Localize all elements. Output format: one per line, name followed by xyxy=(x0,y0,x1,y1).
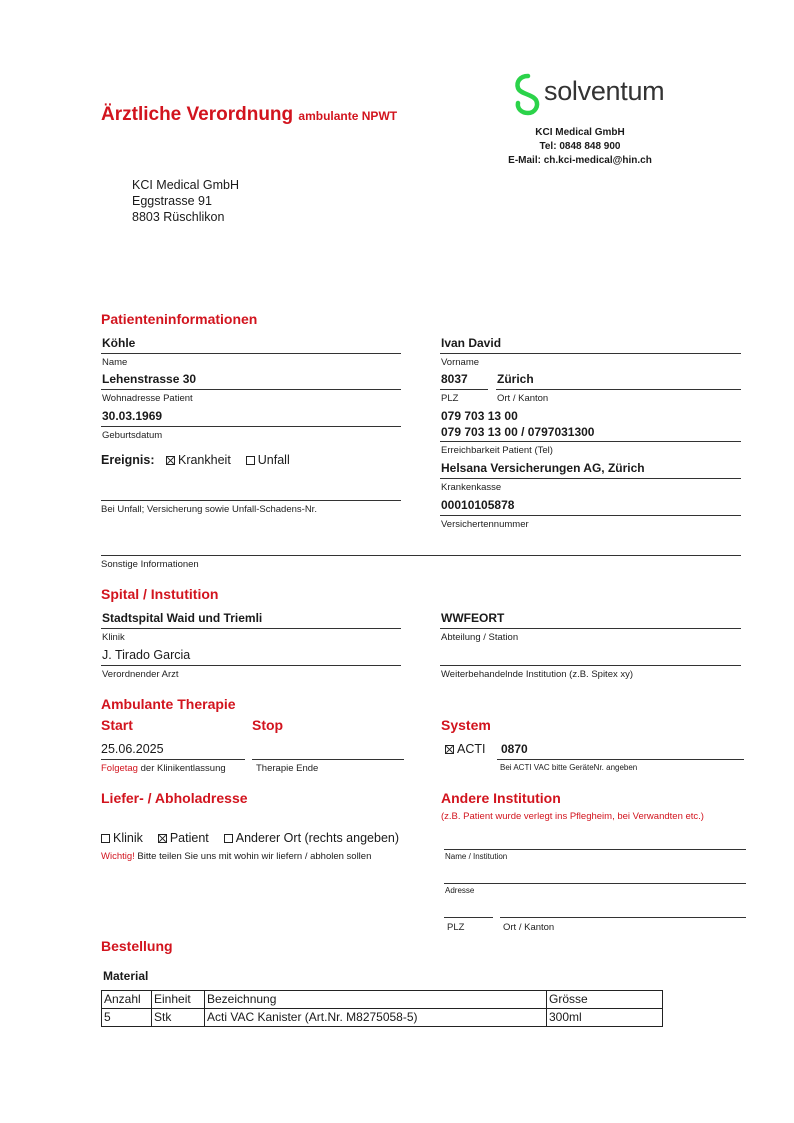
therapy-start-label xyxy=(101,763,226,774)
col-bezeichnung: Bezeichnung xyxy=(205,991,547,1009)
therapy-system-heading: System xyxy=(441,717,491,733)
col-einheit: Einheit xyxy=(152,991,205,1009)
patient-insurance[interactable]: Helsana Versicherungen AG, Zürich xyxy=(441,461,645,475)
title-main: Ärztliche Verordnung xyxy=(101,104,294,125)
col-anzahl: Anzahl xyxy=(102,991,152,1009)
patient-birthdate[interactable]: 30.03.1969 xyxy=(102,409,163,423)
delivery-options xyxy=(101,831,399,845)
row-groesse[interactable]: 300ml xyxy=(547,1009,663,1027)
other-institution-address-label: Adresse xyxy=(445,886,475,895)
patient-name[interactable]: Köhle xyxy=(102,336,136,350)
system-option xyxy=(445,742,485,756)
therapy-stop-heading: Stop xyxy=(252,717,284,733)
other-institution-note: (z.B. Patient wurde verlegt ins Pflegheim, bei Verwandten etc.) xyxy=(441,811,704,822)
hospital-department[interactable]: WWFEORT xyxy=(441,611,505,625)
patient-birthdate-label: Geburtsdatum xyxy=(102,430,163,441)
delivery-note-red: Wichtig! xyxy=(101,851,135,862)
patient-address-label: Wohnadresse Patient xyxy=(102,393,193,404)
system-acti-label: ACTI xyxy=(457,742,486,756)
delivery-patient-label: Patient xyxy=(169,831,209,845)
hospital-section-heading: Spital / Instutition xyxy=(101,586,219,602)
contact-email: E-Mail: ch.kci-medical@hin.ch xyxy=(508,155,652,166)
recipient-city: 8803 Rüschlikon xyxy=(132,210,225,224)
logo-wordmark: solventum xyxy=(544,76,665,106)
hospital-clinic[interactable]: Stadtspital Waid und Triemli xyxy=(102,611,263,625)
other-institution-city-label: Ort / Kanton xyxy=(503,922,555,933)
unfall-insurance-label: Bei Unfall; Versicherung sowie Unfall-Schadens-Nr. xyxy=(101,504,317,515)
delivery-other-checkbox[interactable] xyxy=(224,834,233,843)
patient-plz-label: PLZ xyxy=(441,393,459,404)
solventum-logo xyxy=(508,70,688,118)
delivery-klinik-label: Klinik xyxy=(113,831,143,845)
row-bezeichnung[interactable]: Acti VAC Kanister (Art.Nr. M8275058-5) xyxy=(205,1009,547,1027)
system-acti-checkbox[interactable] xyxy=(445,745,454,754)
material-table xyxy=(101,990,663,1027)
hospital-department-label: Abteilung / Station xyxy=(441,632,519,643)
event-krankheit-label: Krankheit xyxy=(177,453,231,467)
row-einheit[interactable]: Stk xyxy=(152,1009,205,1027)
patient-phone-label: Erreichbarkeit Patient (Tel) xyxy=(441,445,553,456)
patient-firstname[interactable]: Ivan David xyxy=(441,336,502,350)
contact-block xyxy=(480,126,680,168)
patient-plz[interactable]: 8037 xyxy=(441,372,468,386)
therapy-start-heading: Start xyxy=(101,717,133,733)
contact-phone: Tel: 0848 848 900 xyxy=(539,141,621,152)
delivery-section-heading: Liefer- / Abholadresse xyxy=(101,790,248,806)
therapy-start-label-red: Folgetag xyxy=(101,763,138,774)
delivery-patient-checkbox[interactable] xyxy=(158,834,167,843)
hospital-doctor[interactable]: J. Tirado Garcia xyxy=(102,648,191,662)
delivery-note-rest: Bitte teilen Sie uns mit wohin wir liefern / abholen sollen xyxy=(134,851,372,862)
event-label: Ereignis: xyxy=(101,453,155,467)
patient-city[interactable]: Zürich xyxy=(497,372,534,386)
patient-phone-2[interactable]: 079 703 13 00 / 0797031300 xyxy=(441,425,595,439)
therapy-start-date[interactable]: 25.06.2025 xyxy=(101,742,164,756)
delivery-klinik-checkbox[interactable] xyxy=(101,834,110,843)
delivery-other-label: Anderer Ort (rechts angeben) xyxy=(235,831,400,845)
title-subtitle: ambulante NPWT xyxy=(298,109,398,123)
recipient-name: KCI Medical GmbH xyxy=(132,178,239,192)
patient-insured-number[interactable]: 00010105878 xyxy=(441,498,515,512)
system-note: Bei ACTI VAC bitte GeräteNr. angeben xyxy=(500,763,638,772)
patient-insurance-label: Krankenkasse xyxy=(441,482,502,493)
therapy-stop-label: Therapie Ende xyxy=(256,763,319,774)
patient-phone-1[interactable]: 079 703 13 00 xyxy=(441,409,518,423)
solventum-logo-icon xyxy=(508,70,548,118)
document-title xyxy=(101,104,397,126)
patient-insured-number-label: Versichertennummer xyxy=(441,519,529,530)
order-section-heading: Bestellung xyxy=(101,938,173,954)
contact-company: KCI Medical GmbH xyxy=(535,127,625,138)
hospital-doctor-label: Verordnender Arzt xyxy=(102,669,179,680)
hospital-clinic-label: Klinik xyxy=(102,632,125,643)
col-groesse: Grösse xyxy=(547,991,663,1009)
other-institution-name-label: Name / Institution xyxy=(445,852,508,861)
other-info-label: Sonstige Informationen xyxy=(101,559,199,570)
patient-name-label: Name xyxy=(102,357,128,368)
patient-section-heading: Patienteninformationen xyxy=(101,311,258,327)
event-unfall-checkbox[interactable] xyxy=(246,456,255,465)
recipient-address xyxy=(132,177,239,225)
other-institution-plz-label: PLZ xyxy=(447,922,465,933)
event-krankheit-checkbox[interactable] xyxy=(166,456,175,465)
material-table-header xyxy=(102,991,663,1009)
patient-firstname-label: Vorname xyxy=(441,357,480,368)
system-device-number[interactable]: 0870 xyxy=(501,742,528,756)
event-unfall-label: Unfall xyxy=(257,453,290,467)
delivery-note xyxy=(101,851,371,862)
other-institution-heading: Andere Institution xyxy=(441,790,561,806)
row-anzahl[interactable]: 5 xyxy=(102,1009,152,1027)
hospital-followup-label: Weiterbehandelnde Institution (z.B. Spitex xy) xyxy=(441,669,634,680)
patient-address[interactable]: Lehenstrasse 30 xyxy=(102,372,197,386)
therapy-start-label-rest: der Klinikentlassung xyxy=(137,763,226,774)
patient-city-label: Ort / Kanton xyxy=(497,393,549,404)
therapy-section-heading: Ambulante Therapie xyxy=(101,696,236,712)
recipient-street: Eggstrasse 91 xyxy=(132,194,212,208)
material-label: Material xyxy=(103,969,149,983)
event-selector xyxy=(101,453,290,467)
table-row xyxy=(102,1009,663,1027)
